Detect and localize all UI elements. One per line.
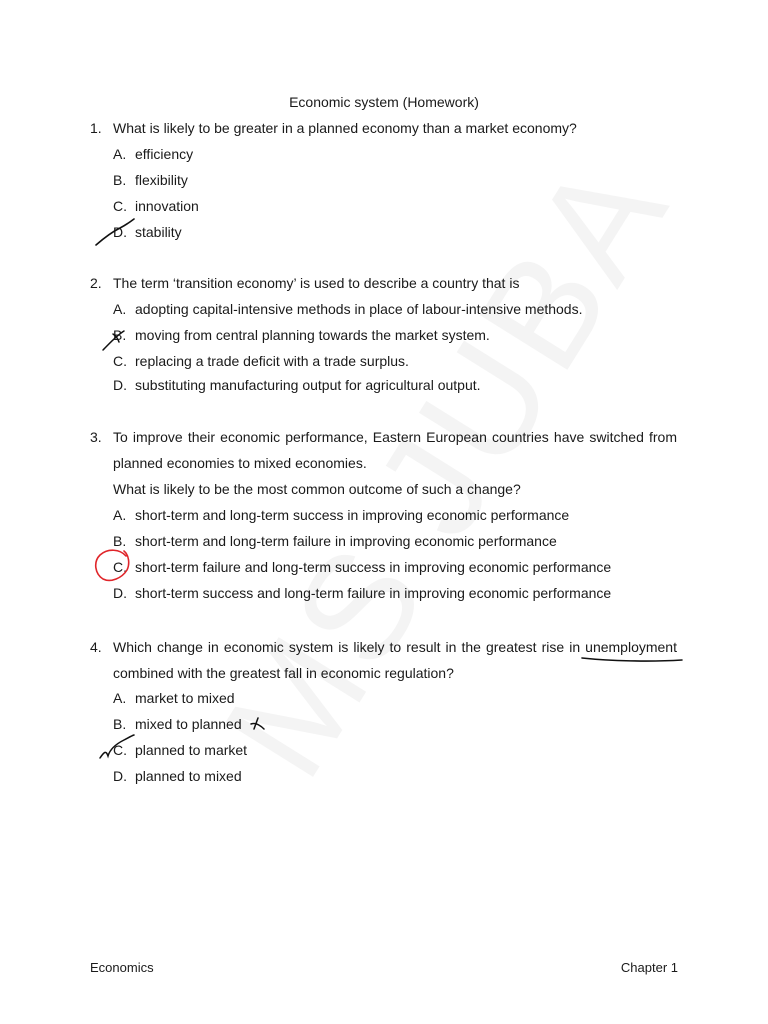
option-letter: A.: [113, 507, 127, 523]
option-letter: D.: [113, 377, 127, 393]
small-mark-q4: [251, 718, 264, 729]
question-text-continued: combined with the greatest fall in economic regulation?: [113, 665, 454, 681]
question-prompt: What is likely to be the most common outcome of such a change?: [113, 481, 521, 497]
option-text: substituting manufacturing output for agricultural output.: [135, 377, 481, 393]
option-letter: B.: [113, 716, 127, 732]
option-text: flexibility: [135, 172, 188, 188]
option-text: efficiency: [135, 146, 194, 162]
option-letter: C.: [113, 742, 127, 758]
question-text: Which change in economic system is likely to result in the greatest rise in unemployment: [113, 639, 677, 655]
option-text: stability: [135, 224, 182, 240]
question-number: 1.: [90, 120, 102, 136]
option-letter: C.: [113, 559, 127, 575]
option-letter: D.: [113, 224, 127, 240]
question-number: 2.: [90, 275, 102, 291]
option-letter: B.: [113, 172, 127, 188]
question-number: 3.: [90, 429, 102, 445]
option-letter: C.: [113, 353, 127, 369]
question-text: To improve their economic performance, Eastern European countries have switched from: [113, 429, 677, 445]
option-letter: B.: [113, 533, 127, 549]
option-text: innovation: [135, 198, 199, 214]
option-text: short-term and long-term failure in improving economic performance: [135, 533, 557, 549]
option-letter: A.: [113, 146, 127, 162]
footer-chapter: Chapter 1: [620, 960, 678, 975]
option-letter: C.: [113, 198, 127, 214]
option-text: short-term and long-term success in improving economic performance: [135, 507, 570, 523]
footer-subject: Economics: [90, 960, 154, 975]
question-text-continued: planned economies to mixed economies.: [113, 455, 367, 471]
option-text: planned to market: [135, 742, 248, 758]
page-title: Economic system (Homework): [289, 94, 479, 110]
option-text: adopting capital-intensive methods in place of labour-intensive methods.: [135, 301, 583, 317]
option-letter: A.: [113, 690, 127, 706]
question-text: The term ‘transition economy’ is used to describe a country that is: [113, 275, 520, 291]
option-text: short-term failure and long-term success in improving economic performance: [135, 559, 612, 575]
option-text: moving from central planning towards the market system.: [135, 327, 490, 343]
option-text: replacing a trade deficit with a trade surplus.: [135, 353, 409, 369]
option-text: market to mixed: [135, 690, 235, 706]
option-letter: A.: [113, 301, 127, 317]
option-letter: B.: [113, 327, 127, 343]
question-text: What is likely to be greater in a planned economy than a market economy?: [113, 120, 577, 136]
option-text: planned to mixed: [135, 768, 242, 784]
option-text: mixed to planned: [135, 716, 242, 732]
underline-unemployment: [582, 658, 682, 661]
option-letter: D.: [113, 585, 127, 601]
option-text: short-term success and long-term failure in improving economic performance: [135, 585, 612, 601]
option-letter: D.: [113, 768, 127, 784]
question-number: 4.: [90, 639, 102, 655]
